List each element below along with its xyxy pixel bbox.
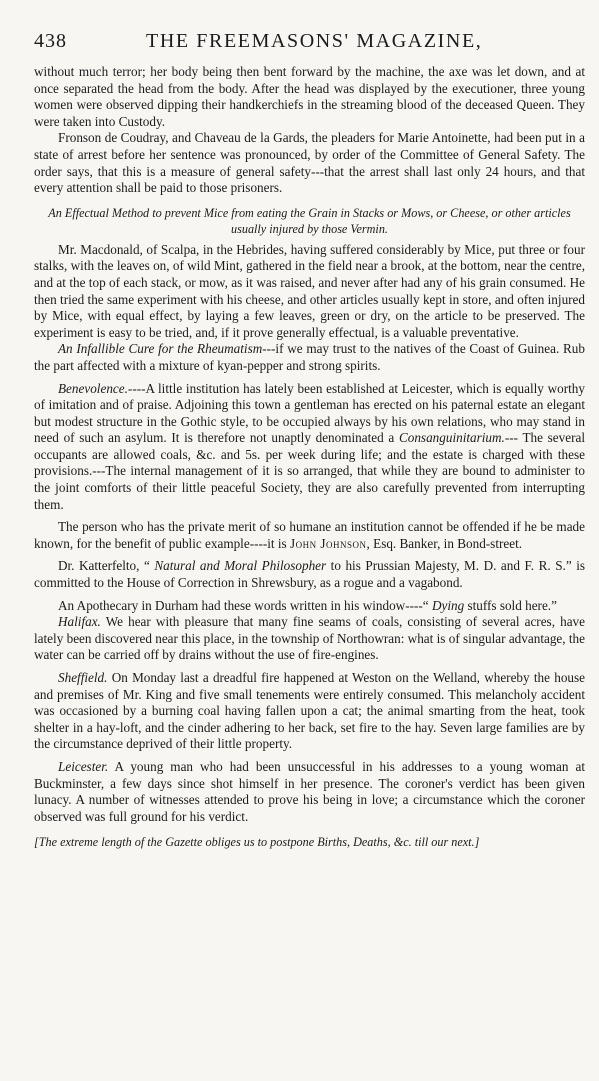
paragraph-rheumatism [34, 341, 585, 374]
paragraph-benevolence [34, 381, 585, 514]
halifax-body: We hear with pleasure that many fine seams of coals, consisting of several acres, have lately been discovered near this place, in the township of Northowran: what is of singular advantage, the water can be carried off by drains without the use of fire-engines. [34, 614, 585, 663]
apothecary-quote: Dying [431, 597, 465, 613]
benevolence-body-b: --- The several occupants are allowed coals, &c. and 5s. per week during life; and the estate is charged with these provisions.---The internal management of it is so arranged, that while they are bound to administer to the joint comforts of their little peaceful Society, they are also carefully prevented from interrupting them. [34, 430, 585, 512]
running-head: THE FREEMASONS' MAGAZINE, [146, 30, 483, 52]
paragraph-sheffield [34, 670, 585, 753]
katterfelto-text-a: Dr. Katterfelto, “ [58, 558, 155, 574]
rheumatism-lead: An Infallible Cure for the Rheumatism--- [58, 341, 276, 357]
katterfelto-text-b: to his Prussian Majesty, M. D. and F. R. S.” is committed to the House of Correction in Shrewsbury, as a rogue and a vagabond. [34, 558, 585, 591]
consanguinitarium-term: Consanguinitarium. [398, 430, 505, 446]
paragraph-apothecary [34, 598, 585, 615]
paragraph-katterfelto [34, 558, 585, 591]
benevolence-lead: Benevolence. [58, 380, 128, 396]
apothecary-text-b: stuffs sold here.” [464, 597, 557, 613]
mice-heading: An Effectual Method to prevent Mice from eating the Grain in Stacks or Mows, or Cheese, or other articles usually injured by those Vermin. [48, 205, 571, 236]
founder-text-b: , Esq. Banker, in Bond-street. [366, 535, 523, 551]
leicester-body: A young man who had been unsuccessful in his addresses to a young woman at Buckminster, a few days since shot himself in her presence. The coroner's verdict has been given lunacy. A number of witnesses attended to prove his being in love; a circumstance which the coroner observed was full ground for his verdict. [34, 758, 585, 824]
page-header [34, 30, 585, 54]
benevolence-body-a: ----A little institution has lately been established at Leicester, which is equally worthy of imitation and of praise. Adjoining this town a gentleman has erected on his paternal estate an elegant but modest structure in the Gothic style, to be occupied always by his own relations, who may stand in need of such an asylum. It is therefore not unaptly denominated a [34, 380, 585, 446]
rheumatism-body: if we may trust to the natives of the Coast of Guinea. Rub the part affected with a mixture of kyan-pepper and strong spirits. [34, 341, 585, 373]
sheffield-body: On Monday last a dreadful fire happened at Weston on the Welland, whereby the house and premises of Mr. King and five small tenements were entirely consumed. This melancholy accident was occasioned by a burning coal having fallen upon a cat; the animal smarting from the heat, took shelter in a hay-loft, and the cinder adhering to her back, set fire to the hay. Seven large families are by the circumstance deprived of their little property. [34, 670, 585, 752]
founder-text-a: The person who has the private merit of so humane an institution cannot be offended if he be made known, for the benefit of public example----it is [34, 519, 585, 551]
paragraph-macdonald: Mr. Macdonald, of Scalpa, in the Hebrides, having suffered considerably by Mice, put three or four stalks, with the leaves on, of wild Mint, gathered in the field near a brook, at the bottom, near the centre, and at the top of each stack, or mow, as it was raised, and never after had any of his grain consumed. He then tried the same experiment with his cheese, and other articles usually kept in store, and often injured by Mice, with equal effect, by laying a few leaves, green or dry, on the article to be preserved. The experiment is easy to be tried, and, if it prove generally effectual, is a valuable preventative. [34, 241, 585, 340]
paragraph-halifax [34, 614, 585, 664]
leicester-lead: Leicester. [58, 758, 109, 774]
halifax-lead: Halifax. [58, 614, 101, 630]
page-number: 438 [34, 30, 67, 52]
paragraph-institution-founder [34, 519, 585, 552]
sheffield-lead: Sheffield. [58, 670, 108, 685]
founder-name: John Johnson [289, 535, 367, 551]
apothecary-text-a: An Apothecary in Durham had these words written in his window----“ [58, 597, 432, 613]
gazette-footnote: [The extreme length of the Gazette obliges us to postpone Births, Deaths, &c. till our next.] [34, 835, 480, 850]
paragraph-pleaders: Fronson de Coudray, and Chaveau de la Gards, the pleaders for Marie Antoinette, had been put in a state of arrest before her sentence was pronounced, by order of the Committee of General Safety. The order says, that this is a measure of general safety---that the arrest shall last only 24 hours, and that every attention shall be paid to those prisoners. [34, 130, 585, 196]
paragraph-execution: without much terror; her body being then bent forward by the machine, the axe was let down, and at once separated the head from the body. After the head was displayed by the executioner, three young women were observed dipping their handkerchiefs in the streaming blood of the deceased Queen. They were taken into Custody. [34, 64, 585, 129]
katterfelto-title: Natural and Moral Philosopher [154, 558, 327, 574]
paragraph-leicester [34, 759, 585, 825]
